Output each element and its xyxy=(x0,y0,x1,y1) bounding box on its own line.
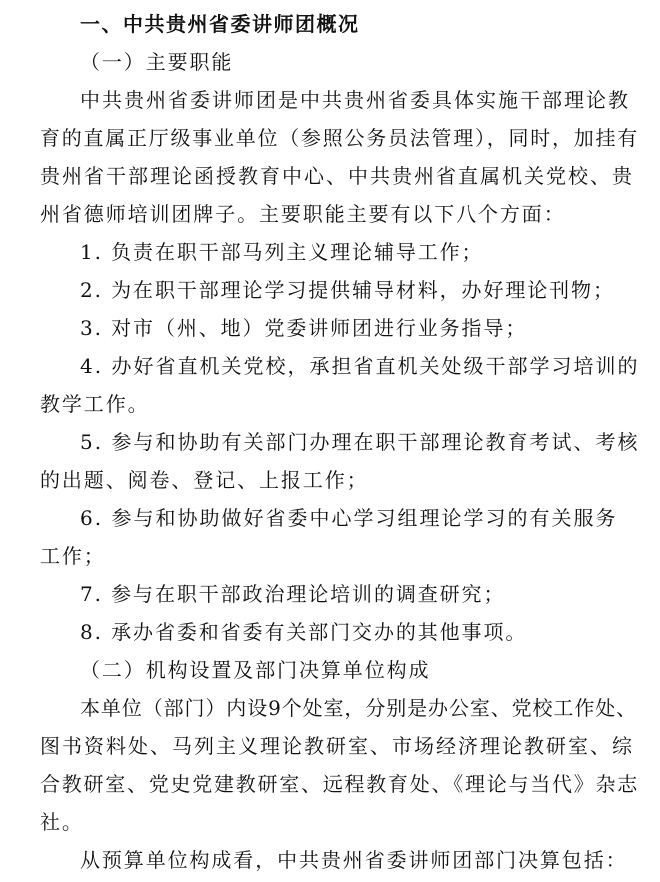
function-item-5-continued: 的出题、阅卷、登记、上报工作； xyxy=(40,468,369,492)
function-item-8: 8. 承办省委和省委有关部门交办的其他事项。 xyxy=(80,620,528,644)
function-item-1: 1. 负责在职干部马列主义理论辅导工作； xyxy=(80,240,484,264)
structure-paragraph-line: 图书资料处、马列主义理论教研室、市场经济理论教研室、综 xyxy=(40,734,634,758)
subsection-title-functions: （一）主要职能 xyxy=(80,50,234,74)
budget-units-line: 从预算单位构成看，中共贵州省委讲师团部门决算包括： xyxy=(80,848,628,872)
structure-paragraph-line: 合教研室、党史党建教研室、远程教育处、《理论与当代》杂志 xyxy=(40,772,639,796)
function-item-4: 4. 办好省直机关党校，承担省直机关处级干部学习培训的 xyxy=(80,354,640,378)
function-item-5: 5. 参与和协助有关部门办理在职干部理论教育考试、考核 xyxy=(80,430,640,454)
subsection-title-structure: （二）机构设置及部门决算单位构成 xyxy=(80,658,431,682)
function-item-7: 7. 参与在职干部政治理论培训的调查研究； xyxy=(80,582,506,606)
intro-paragraph-line: 育的直属正厅级事业单位（参照公务员法管理），同时，加挂有 xyxy=(40,126,639,150)
intro-paragraph-line: 州省德师培训团牌子。主要职能主要有以下八个方面： xyxy=(40,202,566,226)
function-item-2: 2. 为在职干部理论学习提供辅导材料，办好理论刊物； xyxy=(80,278,615,302)
function-item-6-continued: 工作； xyxy=(40,544,106,568)
intro-paragraph-line: 中共贵州省委讲师团是中共贵州省委具体实施干部理论教 xyxy=(80,88,630,112)
intro-paragraph-line: 贵州省干部理论函授教育中心、中共贵州省直属机关党校、贵 xyxy=(40,164,634,188)
structure-paragraph-line: 本单位（部门）内设9个处室，分别是办公室、党校工作处、 xyxy=(80,696,638,720)
function-item-6: 6. 参与和协助做好省委中心学习组理论学习的有关服务 xyxy=(80,506,618,530)
structure-paragraph-line: 社。 xyxy=(40,810,84,834)
section-heading: 一、中共贵州省委讲师团概况 xyxy=(80,12,360,36)
function-item-4-continued: 教学工作。 xyxy=(40,392,150,416)
function-item-3: 3. 对市（州、地）党委讲师团进行业务指导； xyxy=(80,316,528,340)
